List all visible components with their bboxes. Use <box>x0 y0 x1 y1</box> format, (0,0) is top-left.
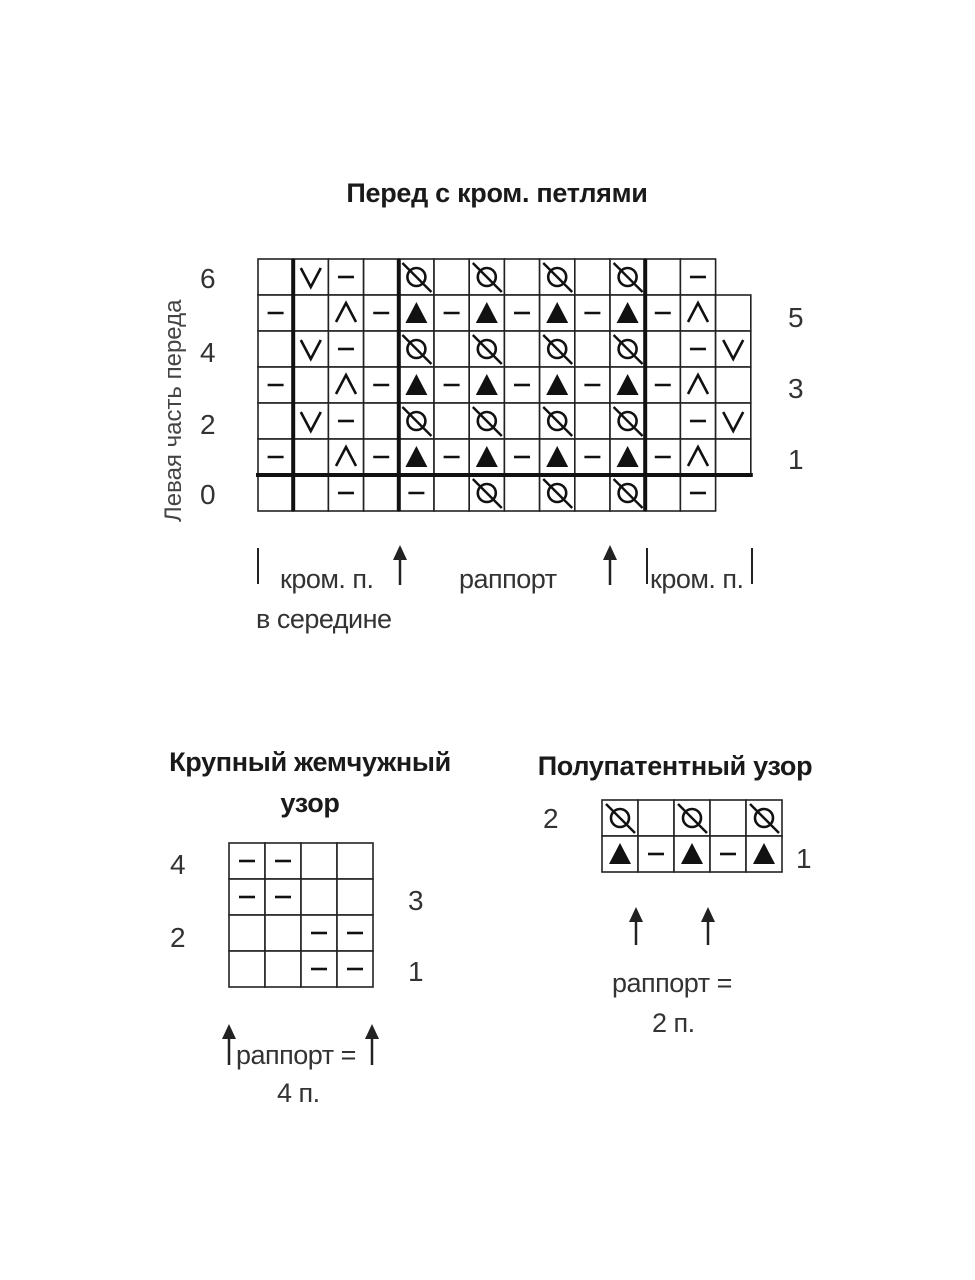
pearl-row-number-4: 4 <box>170 849 186 880</box>
grid-cell <box>229 915 265 951</box>
grid-cell <box>610 331 645 367</box>
grid-cell <box>337 915 373 951</box>
pearl-repeat-arrow-left <box>222 1024 236 1065</box>
grid-cell <box>674 836 710 872</box>
grid-cell <box>746 800 782 836</box>
grid-cell <box>434 403 469 439</box>
grid-cell <box>540 295 575 331</box>
grid-cell <box>610 475 645 511</box>
grid-cell <box>540 367 575 403</box>
grid-cell <box>258 439 293 475</box>
grid-cell <box>364 475 399 511</box>
pearl-row-number-2: 2 <box>170 922 186 953</box>
grid-cell <box>645 475 680 511</box>
grid-cell <box>293 403 328 439</box>
grid-cell <box>258 403 293 439</box>
repeat-caption: раппорт <box>459 564 557 594</box>
repeat-arrow-right <box>603 545 617 585</box>
grid-cell <box>504 295 539 331</box>
grid-cell <box>469 367 504 403</box>
grid-cell <box>638 800 674 836</box>
side-label: Левая часть переда <box>160 299 187 522</box>
grid-cell <box>469 475 504 511</box>
grid-cell <box>328 295 363 331</box>
grid-cell <box>645 331 680 367</box>
grid-cell <box>434 295 469 331</box>
grid-cell <box>258 331 293 367</box>
grid-cell <box>399 259 434 295</box>
grid-cell <box>674 800 710 836</box>
grid-cell <box>301 843 337 879</box>
row-number-1: 1 <box>788 444 804 475</box>
grid-cell <box>710 836 746 872</box>
grid-cell <box>293 367 328 403</box>
grid-cell <box>337 951 373 987</box>
grid-cell <box>540 475 575 511</box>
halfpatent-row-number-1: 1 <box>796 843 812 874</box>
grid-cell <box>602 800 638 836</box>
pearl-chart-title-line1: Крупный жемчужный <box>169 747 451 777</box>
grid-cell <box>504 367 539 403</box>
grid-cell <box>293 331 328 367</box>
halfpatent-repeat-arrow-right <box>701 907 715 945</box>
grid-cell <box>337 843 373 879</box>
grid-cell <box>716 439 751 475</box>
grid-cell <box>610 367 645 403</box>
grid-cell <box>399 403 434 439</box>
grid-cell <box>680 439 715 475</box>
grid-cell <box>504 439 539 475</box>
grid-cell <box>301 915 337 951</box>
grid-cell <box>680 295 715 331</box>
grid-cell <box>364 259 399 295</box>
grid-cell <box>399 367 434 403</box>
grid-cell <box>434 475 469 511</box>
grid-cell <box>469 403 504 439</box>
grid-cell <box>645 259 680 295</box>
grid-cell <box>469 259 504 295</box>
grid-cell <box>469 295 504 331</box>
grid-cell <box>258 475 293 511</box>
row-number-0: 0 <box>200 479 216 510</box>
pearl-row-number-1: 1 <box>408 956 424 987</box>
grid-cell <box>540 259 575 295</box>
grid-cell <box>328 439 363 475</box>
grid-cell <box>293 475 328 511</box>
grid-cell <box>575 403 610 439</box>
grid-cell <box>328 475 363 511</box>
edge-stitch-caption-right: кром. п. <box>650 564 744 594</box>
grid-cell <box>716 331 751 367</box>
main-chart-grid <box>256 259 753 511</box>
grid-cell <box>575 331 610 367</box>
halfpatent-chart-title: Полупатентный узор <box>537 751 813 781</box>
grid-cell <box>610 259 645 295</box>
grid-cell <box>399 331 434 367</box>
halfpatent-repeat-caption-line2: 2 п. <box>652 1008 695 1038</box>
grid-cell <box>645 367 680 403</box>
grid-cell <box>258 295 293 331</box>
pearl-chart-title-line2: узор <box>280 788 340 818</box>
grid-cell <box>469 439 504 475</box>
grid-cell <box>680 475 715 511</box>
grid-cell <box>258 259 293 295</box>
row-number-6: 6 <box>200 263 216 294</box>
grid-cell <box>434 331 469 367</box>
grid-cell <box>293 439 328 475</box>
grid-cell <box>364 331 399 367</box>
grid-cell <box>265 843 301 879</box>
grid-cell <box>328 259 363 295</box>
grid-cell <box>258 367 293 403</box>
grid-cell <box>328 403 363 439</box>
halfpatent-chart-grid <box>602 800 782 872</box>
grid-cell <box>265 879 301 915</box>
grid-cell <box>229 879 265 915</box>
pearl-chart-grid <box>229 843 373 987</box>
pearl-repeat-caption-line1: раппорт = <box>236 1040 356 1070</box>
grid-cell <box>265 951 301 987</box>
grid-cell <box>399 439 434 475</box>
grid-cell <box>504 475 539 511</box>
grid-cell <box>265 915 301 951</box>
grid-cell <box>293 259 328 295</box>
row-number-2: 2 <box>200 409 216 440</box>
grid-cell <box>399 475 434 511</box>
grid-cell <box>328 331 363 367</box>
grid-cell <box>610 403 645 439</box>
grid-cell <box>645 439 680 475</box>
halfpatent-repeat-arrow-left <box>629 907 643 945</box>
grid-cell <box>575 439 610 475</box>
grid-cell <box>716 295 751 331</box>
grid-cell <box>540 331 575 367</box>
grid-cell <box>328 367 363 403</box>
grid-cell <box>504 259 539 295</box>
row-number-5: 5 <box>788 302 804 333</box>
repeat-arrow-left <box>393 545 407 585</box>
grid-cell <box>434 367 469 403</box>
grid-cell <box>469 331 504 367</box>
grid-cell <box>610 439 645 475</box>
row-number-4: 4 <box>200 337 216 368</box>
grid-cell <box>680 259 715 295</box>
pearl-repeat-caption-line2: 4 п. <box>277 1078 320 1108</box>
grid-cell <box>364 403 399 439</box>
row-number-3: 3 <box>788 373 804 404</box>
grid-cell <box>364 295 399 331</box>
grid-cell <box>504 403 539 439</box>
grid-cell <box>680 367 715 403</box>
grid-cell <box>575 259 610 295</box>
grid-cell <box>680 331 715 367</box>
grid-cell <box>301 951 337 987</box>
edge-stitch-caption-left: кром. п. <box>280 564 374 594</box>
halfpatent-repeat-caption-line1: раппорт = <box>612 968 732 998</box>
grid-cell <box>746 836 782 872</box>
halfpatent-row-number-2: 2 <box>543 803 559 834</box>
grid-cell <box>638 836 674 872</box>
grid-cell <box>364 439 399 475</box>
grid-cell <box>602 836 638 872</box>
grid-cell <box>645 295 680 331</box>
grid-cell <box>716 403 751 439</box>
grid-cell <box>364 367 399 403</box>
pearl-repeat-arrow-right <box>365 1024 379 1065</box>
main-chart-title: Перед с кром. петлями <box>346 178 648 208</box>
grid-cell <box>434 259 469 295</box>
grid-cell <box>575 367 610 403</box>
grid-cell <box>504 331 539 367</box>
grid-cell <box>575 475 610 511</box>
grid-cell <box>540 439 575 475</box>
grid-cell <box>716 367 751 403</box>
grid-cell <box>434 439 469 475</box>
grid-cell <box>710 800 746 836</box>
grid-cell <box>540 403 575 439</box>
grid-cell <box>645 403 680 439</box>
grid-cell <box>610 295 645 331</box>
grid-cell <box>399 295 434 331</box>
grid-cell <box>301 879 337 915</box>
edge-stitch-caption-left-sub: в середине <box>256 604 392 634</box>
grid-cell <box>337 879 373 915</box>
grid-cell <box>229 843 265 879</box>
pearl-row-number-3: 3 <box>408 885 424 916</box>
grid-cell <box>293 295 328 331</box>
grid-cell <box>229 951 265 987</box>
grid-cell <box>680 403 715 439</box>
grid-cell <box>575 295 610 331</box>
